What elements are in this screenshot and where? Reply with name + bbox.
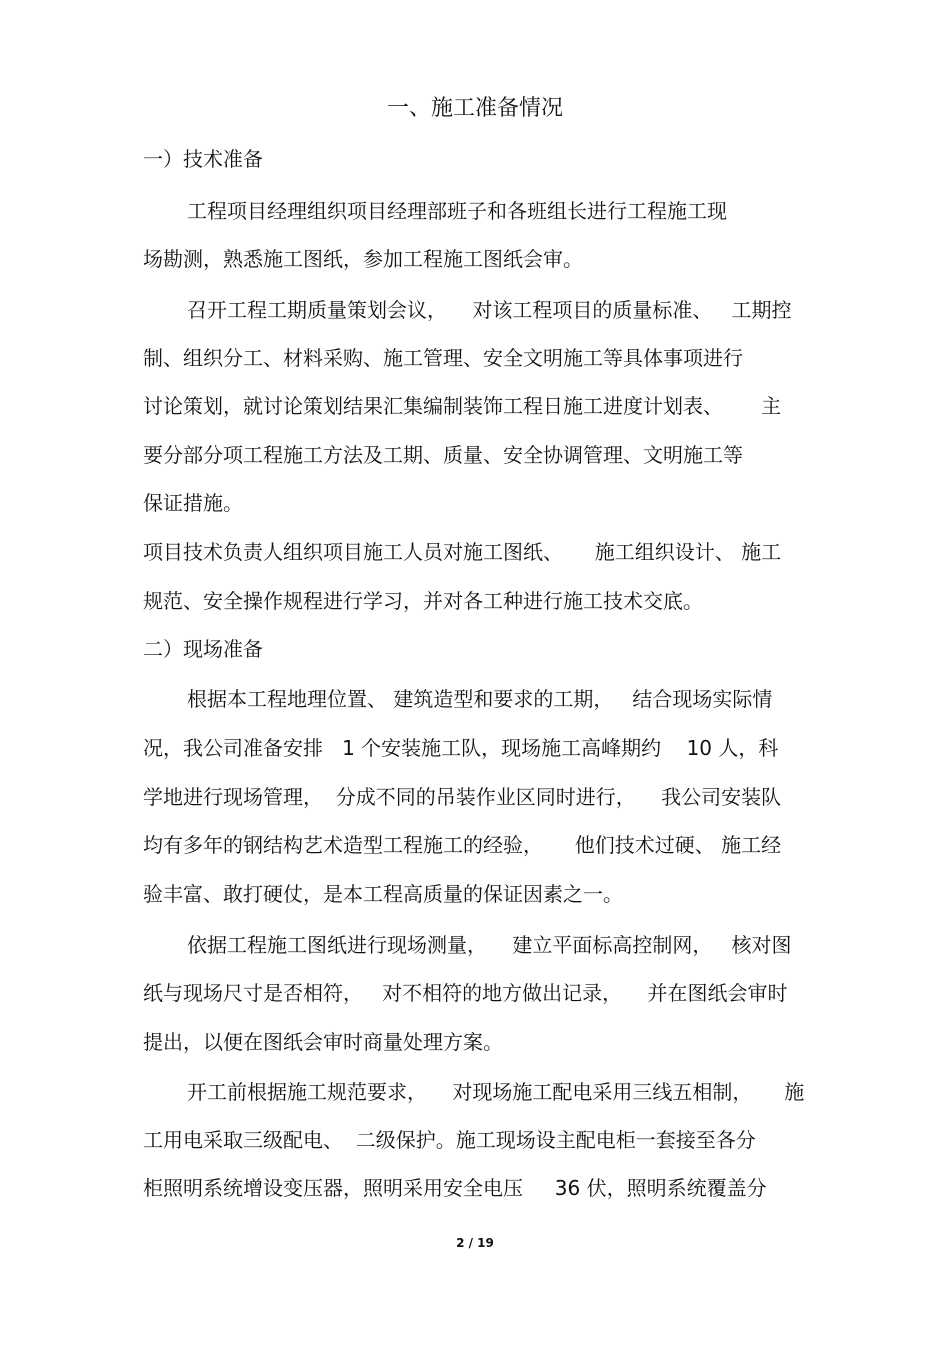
section-title: 一、施工准备情况 [386,96,563,121]
paragraph-line: 柜照明系统增设变压器，照明采用安全电压 36 伏，照明系统覆盖分 [143,1176,767,1200]
paragraph-line: 讨论策划，就讨论策划结果汇集编制装饰工程日施工进度计划表、 主 [143,394,782,418]
paragraph-line: 制、组织分工、材料采购、施工管理、安全文明施工等具体事项进行 [143,346,743,370]
paragraph-line: 根据本工程地理位置、 建筑造型和要求的工期， 结合现场实际情 [187,687,773,711]
paragraph-line: 提出，以便在图纸会审时商量处理方案。 [143,1030,503,1054]
paragraph-line: 均有多年的钢结构艺术造型工程施工的经验， 他们技术过硬、 施工经 [143,833,782,857]
paragraph-line: 项目技术负责人组织项目施工人员对施工图纸、 施工组织设计、 施工 [143,540,782,564]
paragraph-line: 召开工程工期质量策划会议， 对该工程项目的质量标准、 工期控 [187,298,792,322]
paragraph-line: 验丰富、敢打硬仗，是本工程高质量的保证因素之一。 [143,882,623,906]
paragraph-line: 依据工程施工图纸进行现场测量， 建立平面标高控制网， 核对图 [187,933,792,957]
paragraph-line: 要分部分项工程施工方法及工期、质量、安全协调管理、文明施工等 [143,443,743,467]
paragraph-line: 场勘测，熟悉施工图纸，参加工程施工图纸会审。 [143,247,583,271]
page-number: 2 / 19 [456,1236,494,1250]
paragraph-line: 规范、安全操作规程进行学习，并对各工种进行施工技术交底。 [143,589,703,613]
paragraph-line: 学地进行现场管理， 分成不同的吊装作业区同时进行， 我公司安装队 [143,785,782,809]
paragraph-line: 开工前根据施工规范要求， 对现场施工配电采用三线五相制， 施 [187,1080,805,1104]
subsection-heading-site: 二）现场准备 [143,637,263,661]
paragraph-line: 保证措施。 [143,491,243,515]
paragraph-line: 况，我公司准备安排 1 个安装施工队，现场施工高峰期约 10 人，科 [143,736,779,760]
paragraph-line: 工用电采取三级配电、 二级保护。施工现场设主配电柜一套接至各分 [143,1128,756,1152]
paragraph-line: 纸与现场尺寸是否相符， 对不相符的地方做出记录， 并在图纸会审时 [143,981,788,1005]
subsection-heading-technical: 一）技术准备 [143,147,263,171]
paragraph-line: 工程项目经理组织项目经理部班子和各班组长进行工程施工现 [187,199,727,223]
